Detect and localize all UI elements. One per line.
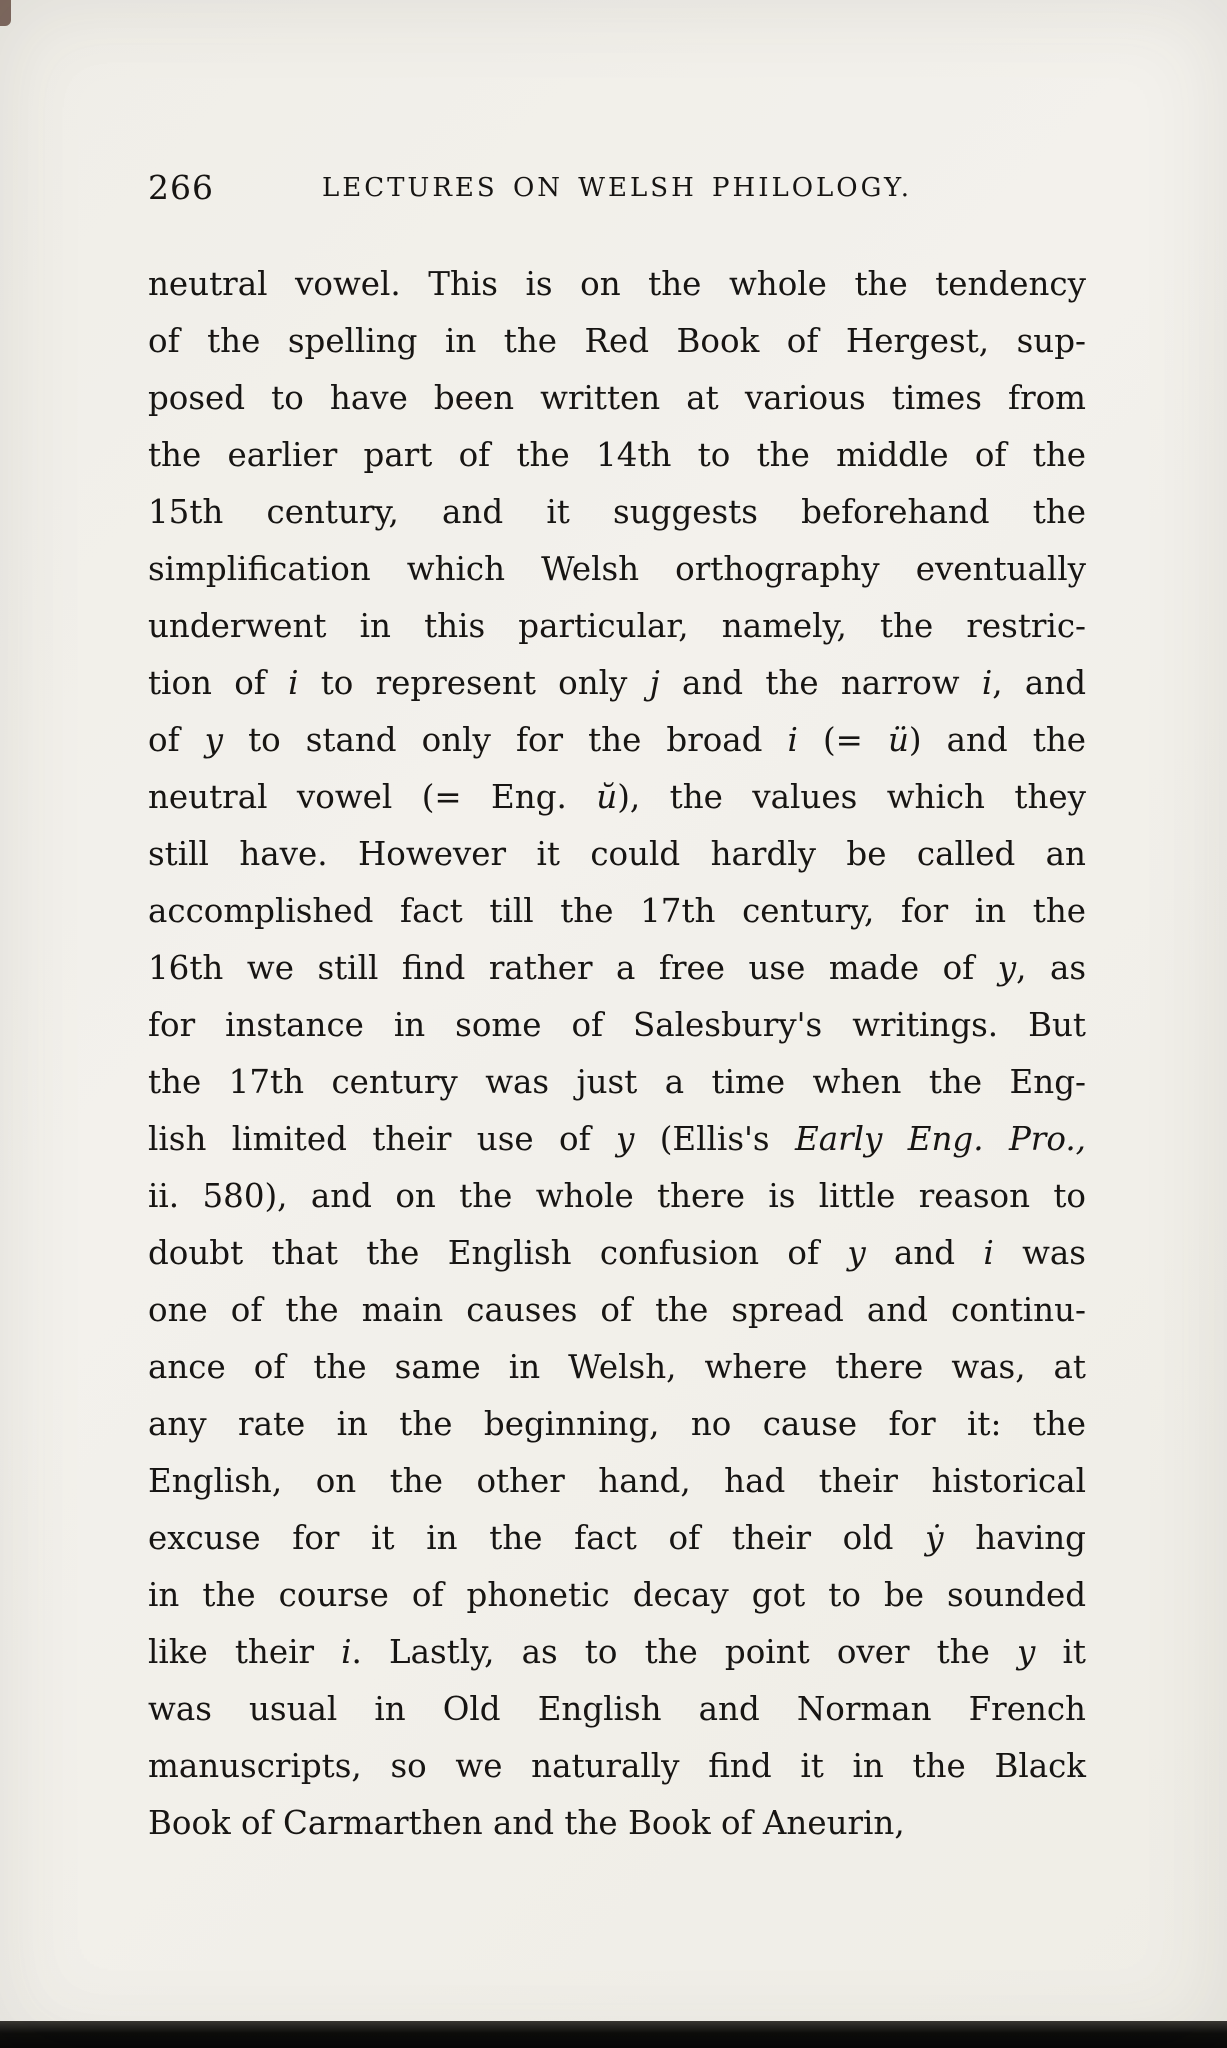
- text-line: neutral vowel. This is on the whole the tendency: [148, 265, 1086, 303]
- text-line: accomplished fact till the 17th century, for in the: [148, 892, 1086, 930]
- text-line: ii. 580), and on the whole there is little reason to: [148, 1177, 1086, 1215]
- text-line: 16th we still find rather a free use made of y, as: [148, 949, 1087, 987]
- text-line: doubt that the English confusion of y and i was: [148, 1234, 1086, 1272]
- scan-bottom-edge: [0, 2021, 1227, 2048]
- text-line: neutral vowel (= Eng. ŭ), the values which they: [148, 778, 1086, 816]
- text-line: the 17th century was just a time when the Eng-: [148, 1063, 1086, 1101]
- text-line: still have. However it could hardly be called an: [148, 835, 1086, 873]
- text-line: was usual in Old English and Norman French: [148, 1690, 1086, 1728]
- text-line: lish limited their use of y (Ellis's Early Eng. Pro.,: [148, 1120, 1086, 1158]
- text-line: 15th century, and it suggests beforehand the: [148, 493, 1086, 531]
- running-head: [148, 168, 1086, 208]
- scan-corner-artifact: [0, 0, 11, 26]
- text-line: of the spelling in the Red Book of Hergest, sup-: [148, 322, 1086, 360]
- text-line: underwent in this particular, namely, the restric-: [148, 607, 1086, 645]
- text-line: the earlier part of the 14th to the middle of the: [148, 436, 1086, 474]
- text-line: of y to stand only for the broad i (= ü) and the: [148, 721, 1086, 759]
- text-line: ance of the same in Welsh, where there was, at: [148, 1348, 1086, 1386]
- text-line: one of the main causes of the spread and continu-: [148, 1291, 1086, 1329]
- text-line: in the course of phonetic decay got to be sounded: [148, 1576, 1086, 1614]
- text-line: excuse for it in the fact of their old ẏ having: [148, 1519, 1086, 1557]
- text-line: any rate in the beginning, no cause for it: the: [148, 1405, 1086, 1443]
- body-text: [148, 256, 1086, 1852]
- text-line: simplification which Welsh orthography eventually: [148, 550, 1086, 588]
- text-line: manuscripts, so we naturally find it in the Black: [148, 1747, 1086, 1785]
- running-title: LECTURES ON WELSH PHILOLOGY.: [321, 173, 913, 203]
- text-line: posed to have been written at various times from: [148, 379, 1086, 417]
- text-line: English, on the other hand, had their historical: [148, 1462, 1086, 1500]
- text-line: Book of Carmarthen and the Book of Aneurin,: [148, 1804, 905, 1842]
- text-line: tion of i to represent only j and the narrow i, and: [148, 664, 1086, 702]
- text-line: like their i. Lastly, as to the point over the y it: [148, 1633, 1086, 1671]
- page-number: 266: [148, 168, 214, 207]
- text-line: for instance in some of Salesbury's writings. But: [148, 1006, 1086, 1044]
